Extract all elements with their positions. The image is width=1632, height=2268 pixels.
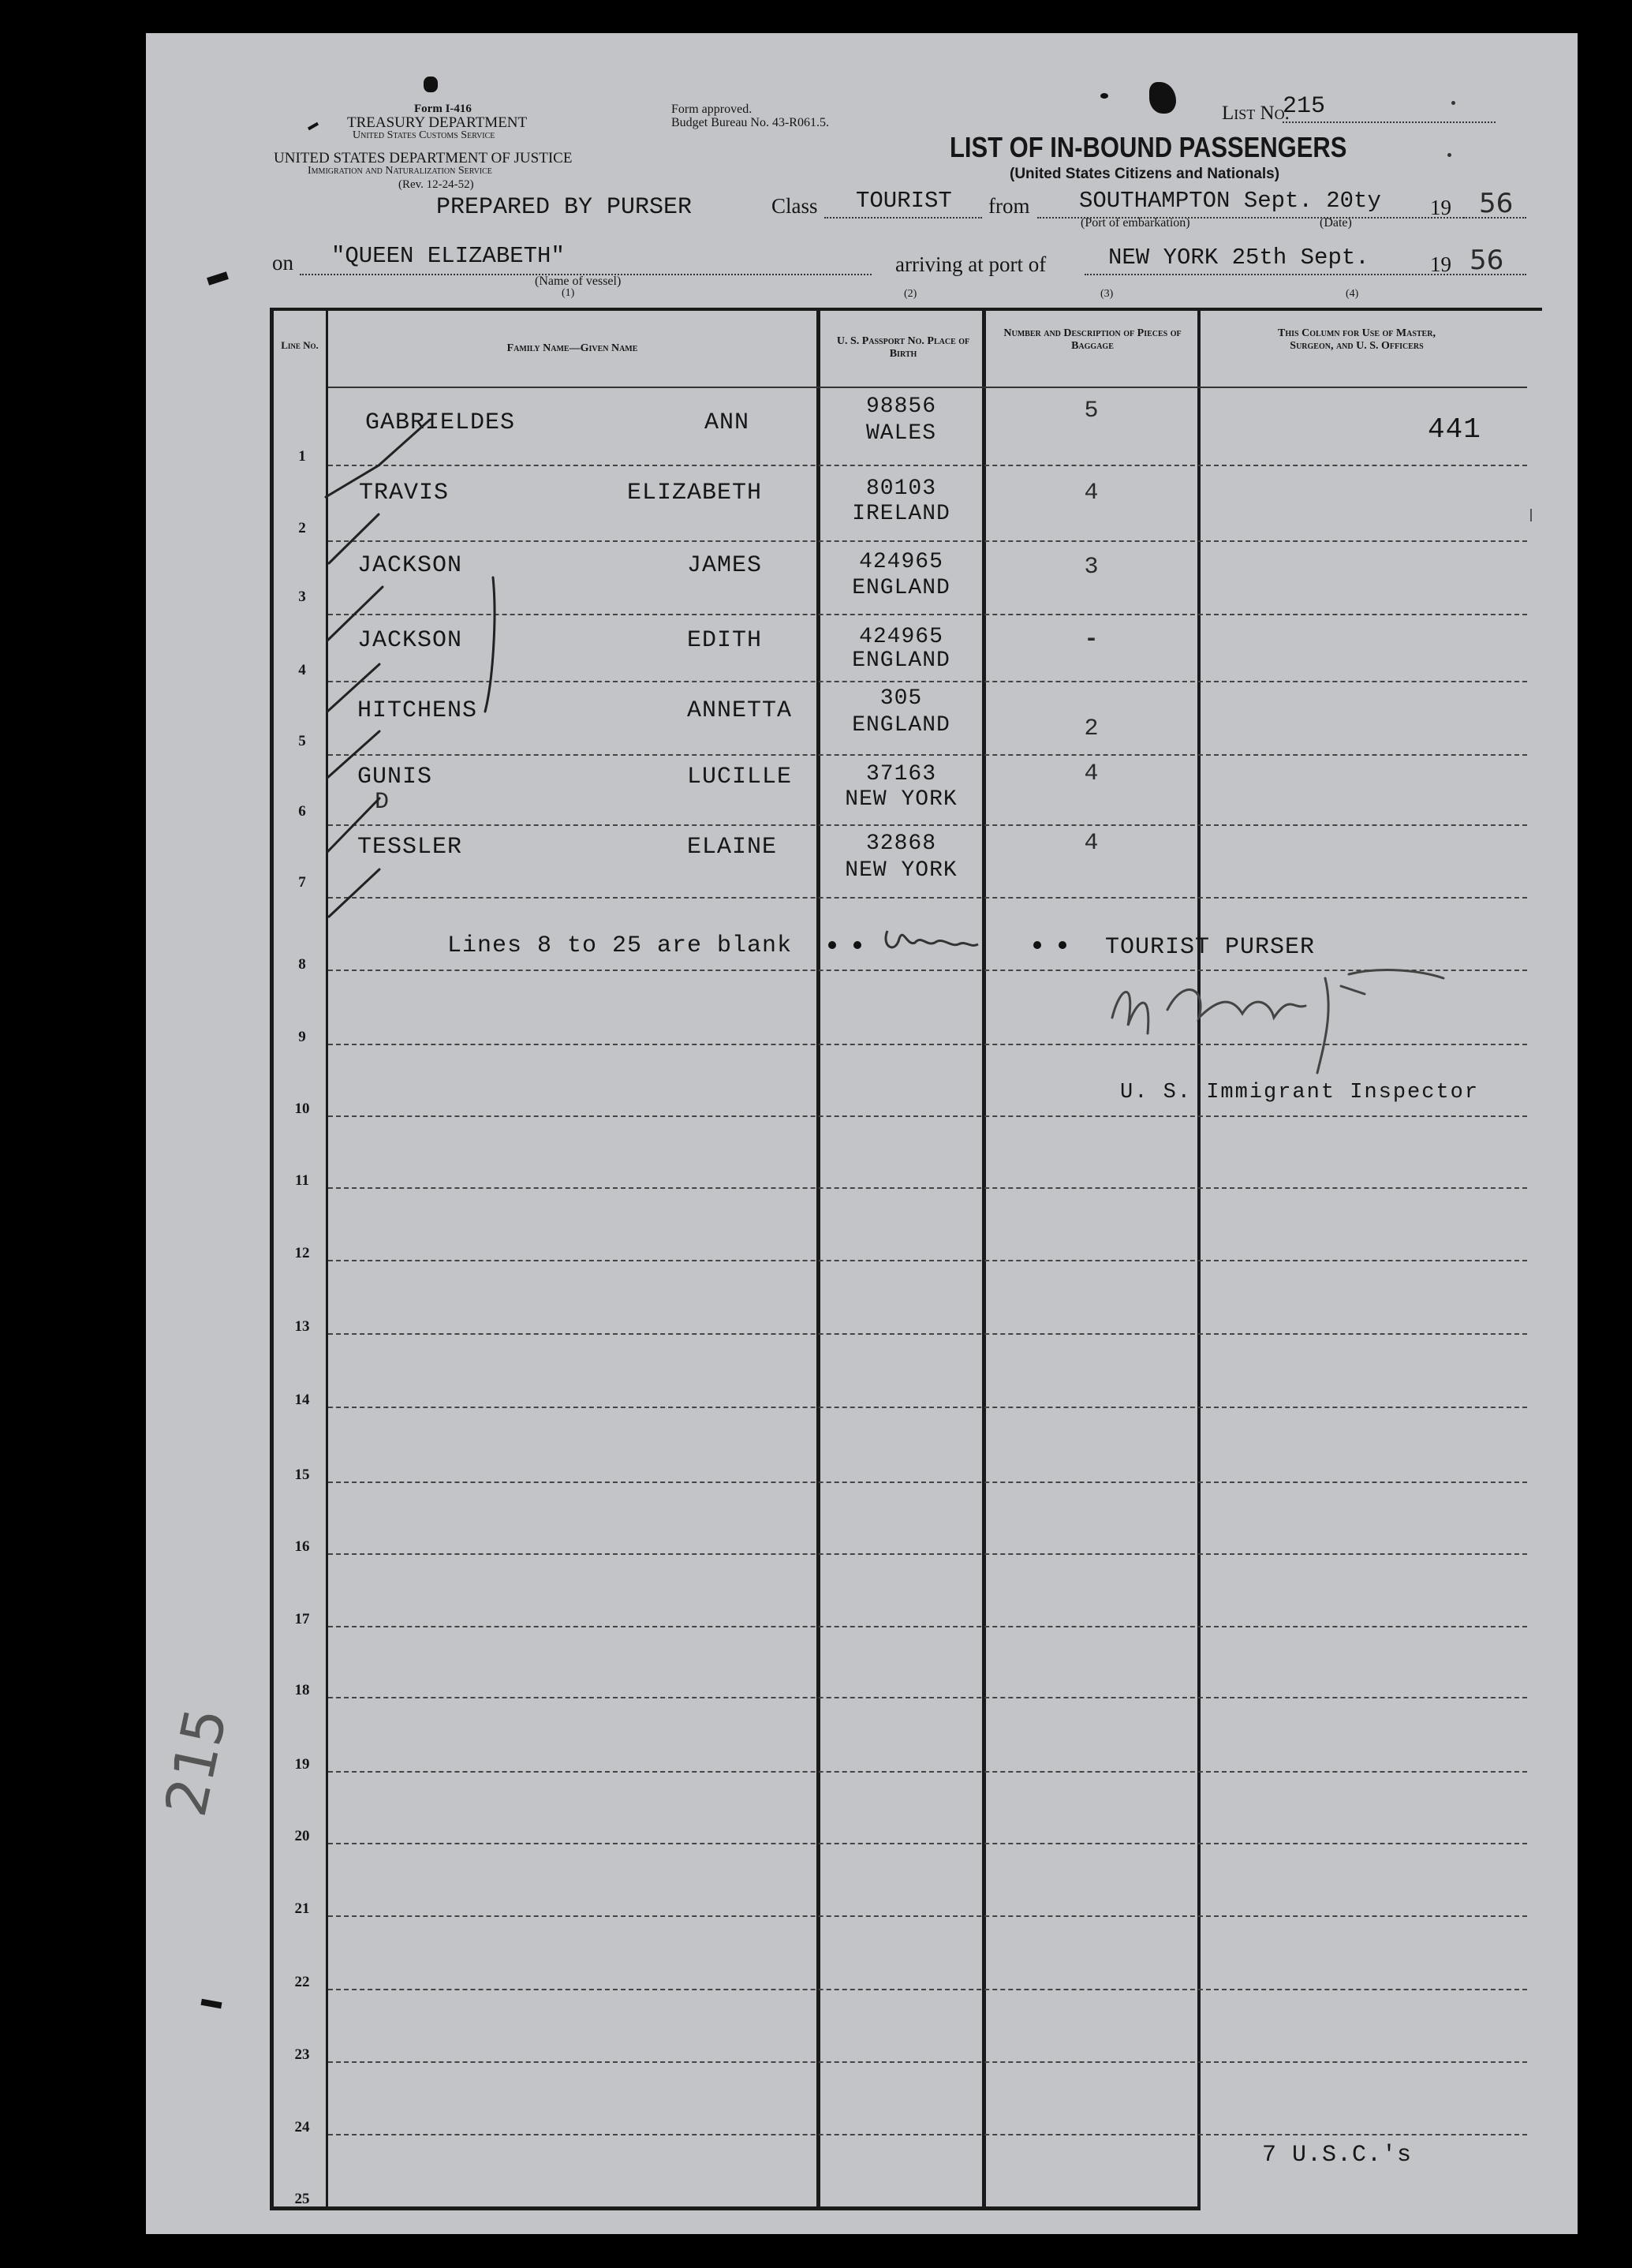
purser-title: TOURIST PURSER <box>1105 934 1316 961</box>
birthplace: WALES <box>865 421 936 446</box>
baggage-count: 4 <box>1084 480 1100 506</box>
year-value: 56 <box>1479 188 1514 219</box>
leader-dot <box>853 941 861 949</box>
vessel-caption: (Name of vessel) <box>535 275 622 288</box>
from-value: SOUTHAMPTON Sept. 20ty <box>1079 188 1381 214</box>
revision: (Rev. 12-24-52) <box>398 178 474 191</box>
leader-dot <box>1059 941 1066 949</box>
line-number: 14 <box>294 1392 310 1408</box>
line-number: 23 <box>294 2046 310 2063</box>
ins-service: Immigration and Naturalization Service <box>308 165 492 177</box>
handwritten-correction: D <box>375 789 390 816</box>
form-approved: Form approved. <box>671 103 753 116</box>
line-number: 2 <box>298 520 306 536</box>
date-caption: (Date) <box>1320 216 1352 230</box>
margin-note: 215 <box>152 1702 240 1822</box>
line-number: 5 <box>298 733 306 749</box>
line-number: 24 <box>294 2119 310 2135</box>
bracket-mark <box>485 577 495 712</box>
passport-number: 424965 <box>859 550 943 574</box>
signature-stroke <box>886 931 978 947</box>
class-label: Class <box>771 194 818 218</box>
signature-stroke <box>1167 990 1305 1018</box>
line-number: 16 <box>294 1538 310 1555</box>
line-number: 6 <box>298 803 306 820</box>
inspector-signature <box>1104 962 1467 1081</box>
list-no-underline <box>1283 121 1496 123</box>
year-prefix: 19 <box>1430 196 1451 219</box>
given-name: ELAINE <box>687 834 778 861</box>
list-no-value <box>1283 92 1428 120</box>
family-name: GUNIS <box>357 764 433 790</box>
line-number: 10 <box>294 1100 310 1117</box>
birthplace: NEW YORK <box>845 787 958 812</box>
given-name: EDITH <box>687 627 763 654</box>
treasury-department: TREASURY DEPARTMENT <box>347 114 528 131</box>
line-number: 12 <box>294 1245 310 1261</box>
line-number: 3 <box>298 588 306 605</box>
department-of-justice: UNITED STATES DEPARTMENT OF JUSTICE <box>274 150 573 166</box>
leader-dot <box>828 941 836 949</box>
line-number: 25 <box>294 2191 310 2207</box>
header-line-no: Line No. <box>281 339 319 351</box>
check-mark <box>326 420 430 497</box>
from-label: from <box>988 194 1030 218</box>
check-mark <box>327 664 379 712</box>
table-top-border <box>270 308 1542 311</box>
passport-number: 32868 <box>865 831 936 856</box>
budget-bureau: Budget Bureau No. 43-R061.5. <box>671 116 829 129</box>
family-name: JACKSON <box>357 552 463 579</box>
birthplace: IRELAND <box>852 502 950 526</box>
family-name: JACKSON <box>357 627 463 654</box>
line-number: 4 <box>298 662 306 678</box>
page-subtitle: (United States Citizens and Nationals) <box>1010 166 1280 182</box>
arriving-value: NEW YORK 25th Sept. <box>1108 245 1369 271</box>
line-number: 7 <box>298 874 306 891</box>
passport-number: 80103 <box>865 476 936 501</box>
officer-note: 441 <box>1428 413 1481 446</box>
family-name: TESSLER <box>357 834 463 861</box>
check-mark <box>329 514 379 563</box>
line-number: 1 <box>298 448 306 465</box>
inspector-title: U. S. Immigrant Inspector <box>1120 1081 1480 1104</box>
line-number: 17 <box>294 1611 310 1627</box>
on-label: on <box>272 251 293 275</box>
ink-mark <box>1451 101 1455 105</box>
given-name: ANN <box>704 409 750 436</box>
ink-mark <box>1149 82 1176 114</box>
table-left-border <box>270 308 274 2210</box>
usc-count: 7 U.S.C.'s <box>1262 2142 1413 2169</box>
table-bottom-border <box>270 2206 1199 2210</box>
signature-stroke <box>1112 992 1148 1034</box>
line-number: 21 <box>294 1900 310 1917</box>
baggage-count: 3 <box>1084 554 1100 581</box>
blank-lines-note: Lines 8 to 25 are blank <box>447 932 793 959</box>
signature-stroke <box>1317 970 1443 1073</box>
check-mark <box>329 869 379 917</box>
baggage-count: 2 <box>1084 716 1100 742</box>
birthplace: ENGLAND <box>852 713 950 738</box>
ink-mark <box>1447 153 1451 157</box>
header-officers: This Column for Use of Master, Surgeon, and U. S. Officers <box>1278 327 1436 352</box>
given-name: ANNETTA <box>687 697 793 724</box>
passport-number: 424965 <box>859 625 943 649</box>
baggage-count: 4 <box>1084 830 1100 857</box>
ink-mark <box>1530 509 1532 521</box>
year2-prefix: 19 <box>1430 252 1451 276</box>
birthplace: NEW YORK <box>845 858 958 883</box>
birthplace: ENGLAND <box>852 648 950 673</box>
vessel-name: "QUEEN ELIZABETH" <box>331 243 565 269</box>
baggage-count: 4 <box>1084 760 1100 787</box>
year2-value: 56 <box>1470 245 1504 276</box>
check-mark <box>327 798 379 852</box>
line-number: 11 <box>295 1172 309 1189</box>
column-number-3: (3) <box>1100 288 1114 300</box>
ink-mark <box>201 1999 222 2008</box>
line-number: 9 <box>298 1029 306 1045</box>
family-name: GABRIELDES <box>365 409 516 436</box>
ink-mark <box>1100 93 1108 99</box>
check-marks <box>304 380 619 932</box>
passport-number: 37163 <box>865 762 936 787</box>
page-title: LIST OF IN-BOUND PASSENGERS <box>950 131 1347 163</box>
prepared-by: PREPARED BY PURSER <box>436 194 693 221</box>
year-underline <box>1463 217 1526 219</box>
list-number: 215 <box>1283 93 1326 120</box>
line-number: 20 <box>294 1828 310 1844</box>
form-number: Form I-416 <box>414 103 472 115</box>
arriving-underline <box>1085 274 1526 275</box>
ink-mark <box>308 122 319 130</box>
leader-dot <box>1033 941 1041 949</box>
check-mark <box>327 731 379 778</box>
header-baggage: Number and Description of Pieces of Baggage <box>1003 327 1182 352</box>
line-number: 8 <box>298 956 306 973</box>
line-number: 15 <box>294 1467 310 1483</box>
birthplace: ENGLAND <box>852 576 950 600</box>
class-value: TOURIST <box>856 188 952 214</box>
column-number-2: (2) <box>904 288 917 300</box>
baggage-count: 5 <box>1084 398 1100 424</box>
header-passport: U. S. Passport No. Place of Birth <box>836 335 970 360</box>
list-no-label: List No. <box>1222 103 1290 124</box>
line-number: 22 <box>294 1974 310 1990</box>
line-number: 18 <box>294 1682 310 1698</box>
ink-mark <box>424 77 438 92</box>
given-name: ELIZABETH <box>627 480 763 506</box>
given-name: LUCILLE <box>687 764 793 790</box>
port-caption: (Port of embarkation) <box>1081 216 1190 230</box>
given-name: JAMES <box>687 552 763 579</box>
family-name: TRAVIS <box>359 480 450 506</box>
line-number: 13 <box>294 1318 310 1335</box>
class-underline <box>824 217 982 219</box>
passport-number: 305 <box>879 686 923 711</box>
manifest-sheet <box>146 33 1578 2234</box>
vessel-caption-number: (1) <box>562 287 575 299</box>
header-name: Family Name—Given Name <box>506 342 638 354</box>
arriving-label: arriving at port of <box>895 252 1047 276</box>
line-number: 19 <box>294 1756 310 1773</box>
column-number-4: (4) <box>1346 288 1359 300</box>
customs-service: United States Customs Service <box>353 129 495 141</box>
passport-number: 98856 <box>865 394 936 419</box>
family-name: HITCHENS <box>357 697 478 724</box>
check-mark <box>327 587 383 641</box>
ink-mark <box>207 271 229 286</box>
baggage-count: - <box>1084 626 1100 653</box>
